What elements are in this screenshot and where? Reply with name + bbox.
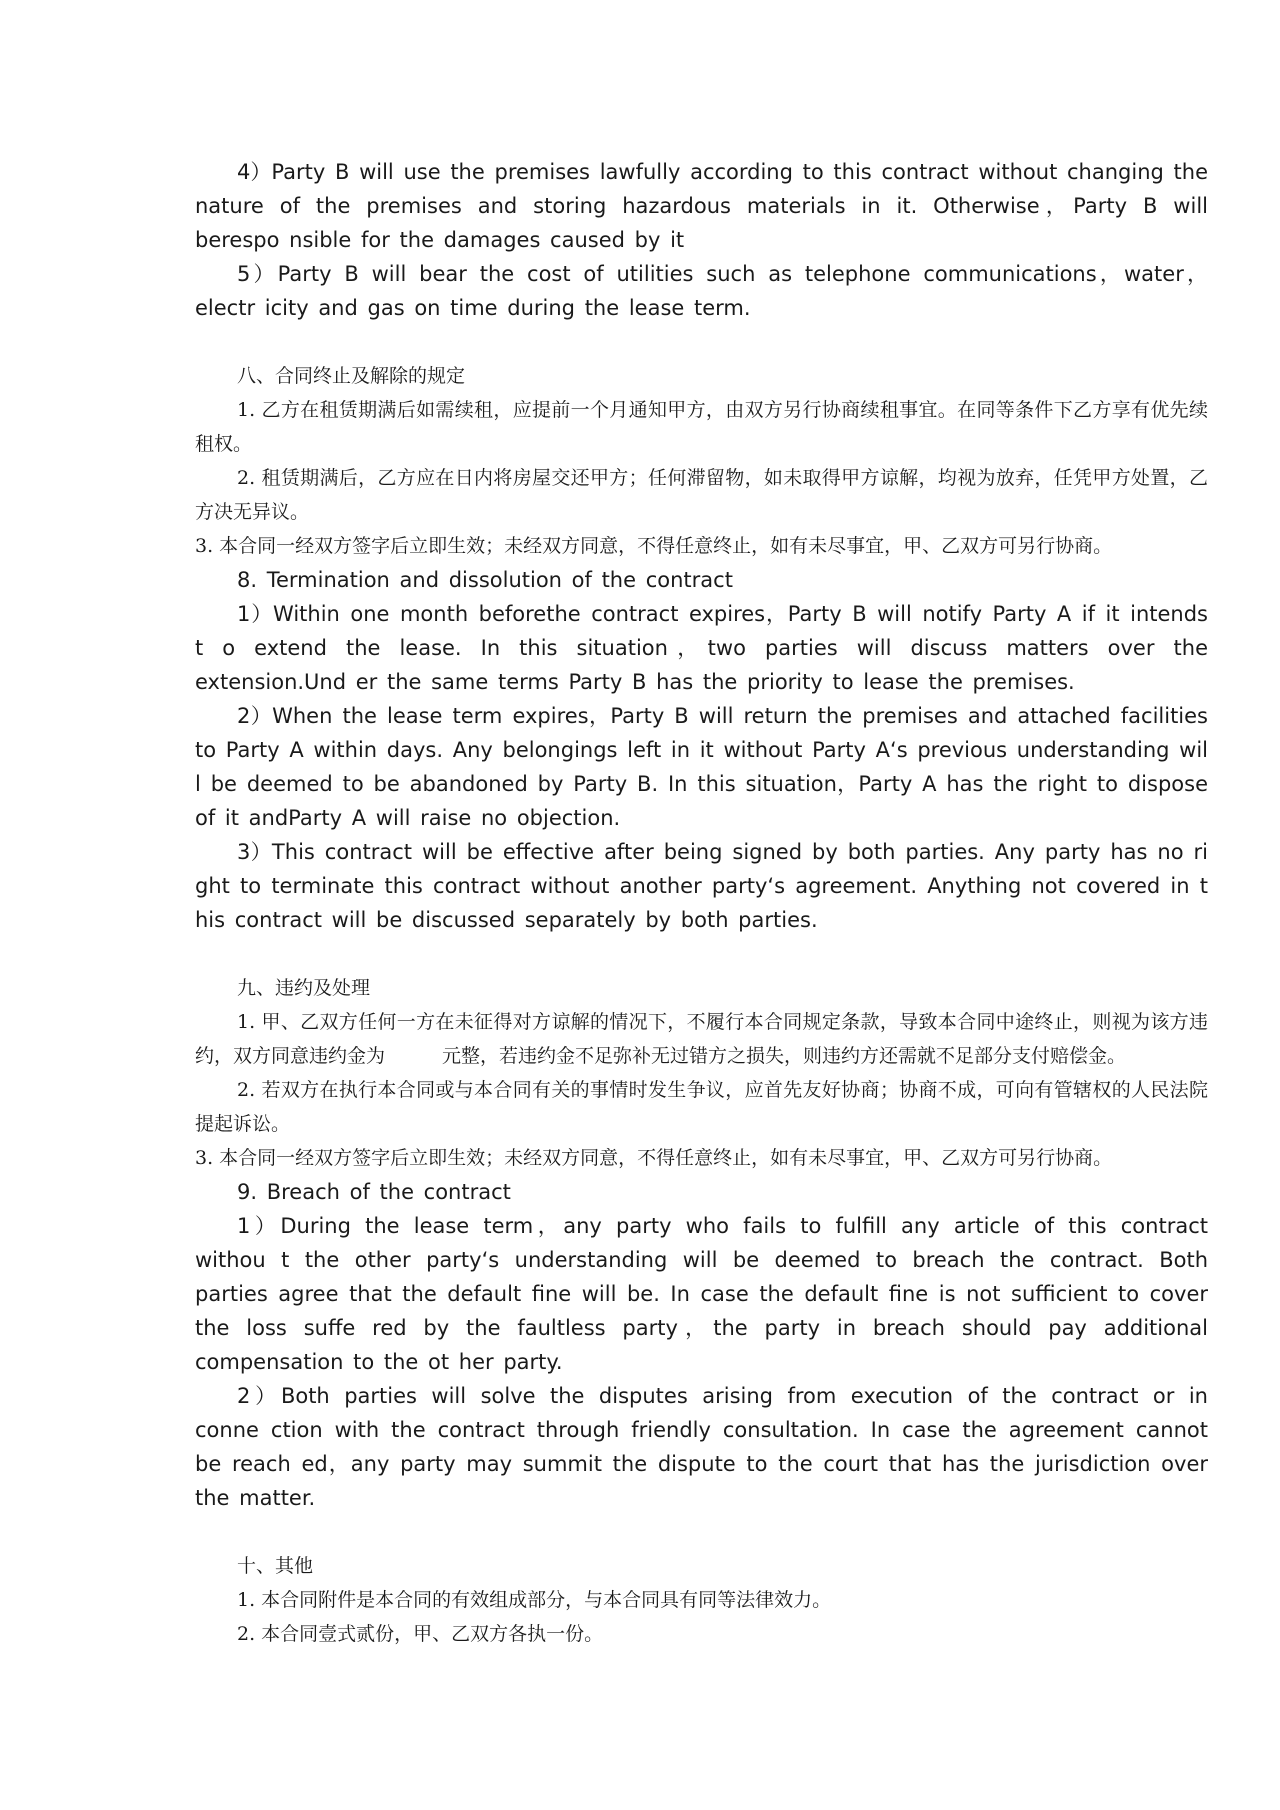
clause-10-1-cn: 1. 本合同附件是本合同的有效组成部分，与本合同具有同等法律效力。 bbox=[237, 1589, 832, 1611]
clause-8-2-cn: 2. 租赁期满后，乙方应在日内将房屋交还甲方；任何滞留物，如未取得甲方谅解，均视为放弃，任凭甲方处置，乙方决无异议。 bbox=[195, 467, 1208, 523]
clause-8-2-en: 2）When the lease term expires，Party B will return the premises and attached facilities to Party A within days. Any belongings left in it without Party A‘s previous understanding wil l be deemed to be abandoned by Party B. In this situation，Party A has the right to dispose of it andParty A will raise no objection. bbox=[195, 704, 1208, 830]
clause-7-5-en: 5）Party B will bear the cost of utilities such as telephone communications，water，electr icity and gas on time during the lease term. bbox=[195, 262, 1208, 320]
clause-8-1-cn: 1. 乙方在租赁期满后如需续租，应提前一个月通知甲方，由双方另行协商续租事宜。在同等条件下乙方享有优先续租权。 bbox=[195, 399, 1208, 455]
section-spacer bbox=[195, 325, 1208, 359]
clause-9-2-en: 2）Both parties will solve the disputes arising from execution of the contract or in conne ction with the contract through friendly consultation. In case the agreement cannot be reach ed，any party may summit the dispute to the court that has the jurisdiction over the matter. bbox=[195, 1384, 1208, 1510]
clause-7-4-en: 4）Party B will use the premises lawfully according to this contract without changing the nature of the premises and storing hazardous materials in it. Otherwise，Party B will berespo nsible for the damages caused by it bbox=[195, 160, 1208, 252]
clause-9-1-cn: 1. 甲、乙双方任何一方在未征得对方谅解的情况下，不履行本合同规定条款，导致本合同中途终止，则视为该方违约，双方同意违约金为 元整，若违约金不足弥补无过错方之损失，则违约方还需就不足部分支付赔偿金。 bbox=[195, 1011, 1208, 1067]
section-spacer bbox=[195, 937, 1208, 971]
section-8-heading-cn: 八、合同终止及解除的规定 bbox=[237, 365, 466, 387]
clause-8-3-cn: 3. 本合同一经双方签字后立即生效；未经双方同意，不得任意终止，如有未尽事宜，甲、乙双方可另行协商。 bbox=[195, 535, 1113, 557]
clause-9-3-cn: 3. 本合同一经双方签字后立即生效；未经双方同意，不得任意终止，如有未尽事宜，甲、乙双方可另行协商。 bbox=[195, 1147, 1113, 1169]
section-10-heading-cn: 十、其他 bbox=[237, 1555, 314, 1577]
section-9-heading-cn: 九、违约及处理 bbox=[237, 977, 371, 999]
clause-8-3-en: 3）This contract will be effective after being signed by both parties. Any party has no ri ght to terminate this contract without another party‘s agreement. Anything not covered in t his contract will be discussed separately by both parties. bbox=[195, 840, 1208, 932]
clause-9-1-en: 1）During the lease term，any party who fails to fulfill any article of this contract withou t the other party‘s understanding will be deemed to breach the contract. Both parties agree that the default fine will be. In case the default fine is not sufficient to cover the loss suffe red by the faultless party，the party in breach should pay additional compensation to the ot her party. bbox=[195, 1214, 1208, 1374]
section-spacer bbox=[195, 1515, 1208, 1549]
clause-9-2-cn: 2. 若双方在执行本合同或与本合同有关的事情时发生争议，应首先友好协商；协商不成，可向有管辖权的人民法院提起诉讼。 bbox=[195, 1079, 1208, 1135]
clause-8-1-en: 1）Within one month beforethe contract expires，Party B will notify Party A if it intends t o extend the lease. In this situation，two parties will discuss matters over the extension.Und er the same terms Party B has the priority to lease the premises. bbox=[195, 602, 1208, 694]
section-8-heading-en: 8. Termination and dissolution of the contract bbox=[237, 568, 733, 592]
clause-10-2-cn: 2. 本合同壹式贰份，甲、乙双方各执一份。 bbox=[237, 1623, 604, 1645]
section-9-heading-en: 9. Breach of the contract bbox=[237, 1180, 511, 1204]
